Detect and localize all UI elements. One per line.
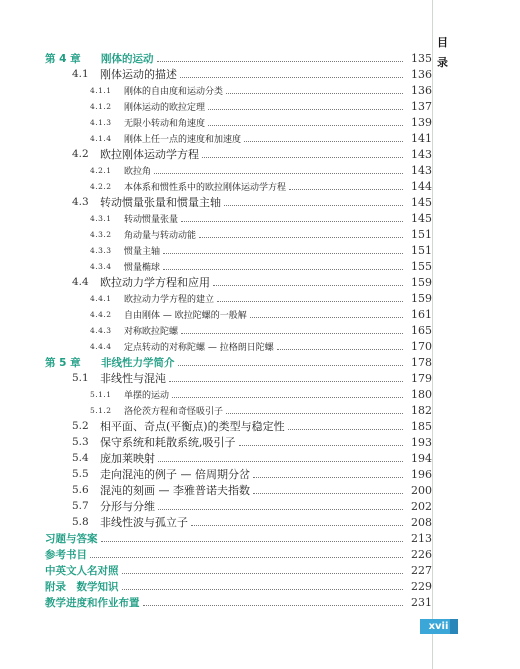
dot-leader (163, 252, 403, 254)
toc-entry-page: 179 (411, 371, 432, 385)
toc-entry-title: 惯量椭球 (124, 262, 161, 273)
dot-leader (253, 492, 403, 494)
toc-entry-section[interactable] (0, 194, 432, 210)
toc-entry-section[interactable] (0, 434, 432, 450)
dot-leader (239, 444, 404, 446)
toc-entry-sub[interactable] (0, 386, 432, 402)
toc-entry-page: 193 (411, 435, 432, 449)
toc-entry-page: 141 (411, 131, 432, 145)
toc-entry-number: 4.1.1 (90, 85, 112, 95)
toc-entry-number: 5.2 (72, 420, 89, 432)
toc-entry-page: 155 (411, 259, 432, 273)
toc-entry-title: 转动惯量张量和惯量主轴 (100, 196, 221, 209)
toc-entry-top[interactable] (0, 578, 432, 594)
toc-entry-title: 分形与分维 (100, 500, 155, 513)
dot-leader (101, 540, 404, 542)
side-tab-label-1: 目 (437, 36, 448, 49)
toc-entry-number: 4.3 (72, 196, 89, 208)
toc-entry-number: 4.2.2 (90, 181, 112, 191)
toc-entry-title: 洛伦茨方程和奇怪吸引子 (124, 406, 224, 417)
toc-entry-title: 习题与答案 (45, 532, 98, 545)
toc-entry-sub[interactable] (0, 178, 432, 194)
toc-entry-title: 角动量与转动动能 (124, 230, 197, 241)
toc-entry-number: 4.4.3 (90, 325, 112, 335)
toc-entry-number: 5.1.1 (90, 389, 112, 399)
toc-entry-chapter[interactable] (0, 354, 432, 370)
toc-entry-page: 226 (411, 547, 432, 561)
toc-entry-section[interactable] (0, 482, 432, 498)
dot-leader (208, 108, 403, 110)
toc-entry-number: 第 4 章 (45, 52, 81, 65)
toc-entry-title: 自由刚体 — 欧拉陀螺的一般解 (124, 310, 247, 321)
dot-leader (191, 524, 403, 526)
page-edge-stripe (450, 619, 458, 634)
toc-entry-sub[interactable] (0, 226, 432, 242)
dot-leader (181, 332, 403, 334)
toc-entry-number: 4.4 (72, 276, 89, 288)
toc-entry-title: 欧拉刚体运动学方程 (100, 148, 199, 161)
toc-entry-title: 欧拉动力学方程的建立 (124, 294, 215, 305)
toc-entry-title: 混沌的刻画 — 李雅普诺夫指数 (100, 484, 250, 497)
toc-entry-sub[interactable] (0, 82, 432, 98)
dot-leader (277, 348, 403, 350)
toc-entry-number: 4.4.1 (90, 293, 112, 303)
dot-leader (289, 188, 403, 190)
toc-entry-sub[interactable] (0, 402, 432, 418)
toc-entry-title: 定点转动的对称陀螺 — 拉格朗日陀螺 (124, 342, 274, 353)
dot-leader (154, 172, 403, 174)
toc-entry-page: 159 (411, 275, 432, 289)
toc-entry-number: 5.1 (72, 372, 89, 384)
dot-leader (158, 508, 403, 510)
toc-entry-number: 4.3.1 (90, 213, 112, 223)
toc-entry-title: 无限小转动和角速度 (124, 118, 206, 129)
toc-entry-sub[interactable] (0, 98, 432, 114)
toc-entry-sub[interactable] (0, 130, 432, 146)
toc-entry-top[interactable] (0, 546, 432, 562)
dot-leader (253, 476, 403, 478)
toc-entry-top[interactable] (0, 594, 432, 610)
toc-entry-sub[interactable] (0, 162, 432, 178)
dot-leader (181, 220, 403, 222)
dot-leader (250, 316, 403, 318)
dot-leader (199, 236, 403, 238)
dot-leader (90, 556, 403, 558)
toc-entry-number: 4.2 (72, 148, 89, 160)
toc-entry-page: 196 (411, 467, 432, 481)
toc-entry-section[interactable] (0, 466, 432, 482)
toc-entry-page: 213 (411, 531, 432, 545)
toc-entry-page: 161 (411, 307, 432, 321)
dot-leader (226, 92, 403, 94)
dot-leader (226, 412, 403, 414)
toc-entry-title: 刚体上任一点的速度和加速度 (124, 134, 242, 145)
dot-leader (208, 124, 403, 126)
toc-entry-number: 4.4.4 (90, 341, 112, 351)
toc-entry-number: 4.1.4 (90, 133, 112, 143)
toc-entry-page: 194 (411, 451, 432, 465)
toc-entry-sub[interactable] (0, 258, 432, 274)
toc-entry-page: 151 (411, 243, 432, 257)
toc-entry-title: 刚体运动的欧拉定理 (124, 102, 206, 113)
toc-entry-title: 中英文人名对照 (45, 564, 119, 577)
toc-entry-sub[interactable] (0, 242, 432, 258)
dot-leader (224, 204, 403, 206)
toc-entry-page: 144 (411, 179, 432, 193)
toc-entry-title: 非线性波与孤立子 (100, 516, 188, 529)
toc-entry-number: 5.5 (72, 468, 89, 480)
toc-entry-page: 178 (411, 355, 432, 369)
toc-entry-section[interactable] (0, 450, 432, 466)
toc-entry-title: 附录 数学知识 (45, 580, 119, 593)
toc-entry-title: 欧拉动力学方程和应用 (100, 276, 210, 289)
toc-entry-section[interactable] (0, 514, 432, 530)
toc-entry-sub[interactable] (0, 322, 432, 338)
dot-leader (158, 460, 403, 462)
toc-entry-sub[interactable] (0, 306, 432, 322)
toc-entry-title: 刚体运动的描述 (100, 68, 177, 81)
dot-leader (172, 396, 403, 398)
toc-entry-page: 136 (411, 83, 432, 97)
toc-entry-page: 231 (411, 595, 432, 609)
toc-entry-number: 5.1.2 (90, 405, 112, 415)
dot-leader (180, 76, 403, 78)
toc-entry-title: 庞加莱映射 (100, 452, 155, 465)
page-edge-line (432, 0, 433, 669)
toc-entry-section[interactable] (0, 66, 432, 82)
toc-entry-page: 135 (411, 51, 432, 65)
toc-entry-title: 对称欧拉陀螺 (124, 326, 179, 337)
toc-entry-page: 202 (411, 499, 432, 513)
toc-entry-number: 4.1.2 (90, 101, 112, 111)
toc-entry-title: 相平面、奇点(平衡点)的类型与稳定性 (100, 420, 285, 433)
toc-entry-number: 4.3.3 (90, 245, 112, 255)
toc-entry-title: 欧拉角 (124, 166, 152, 177)
toc-entry-title: 刚体的运动 (101, 52, 154, 65)
toc-entry-sub[interactable] (0, 114, 432, 130)
dot-leader (213, 284, 403, 286)
toc-entry-page: 145 (411, 211, 432, 225)
toc-entry-section[interactable] (0, 146, 432, 162)
dot-leader (288, 428, 403, 430)
dot-leader (163, 268, 403, 270)
toc-entry-page: 182 (411, 403, 432, 417)
toc-entry-number: 4.3.4 (90, 261, 112, 271)
toc-entry-title: 本体系和惯性系中的欧拉刚体运动学方程 (124, 182, 287, 193)
toc-entry-page: 136 (411, 67, 432, 81)
toc-entry-title: 走向混沌的例子 — 倍周期分岔 (100, 468, 250, 481)
toc-entry-section[interactable] (0, 418, 432, 434)
toc-entry-section[interactable] (0, 498, 432, 514)
side-tab-label-2: 录 (437, 56, 448, 69)
toc-entry-number: 4.1.3 (90, 117, 112, 127)
toc-entry-page: 229 (411, 579, 432, 593)
dot-leader (122, 572, 404, 574)
toc-entry-sub[interactable] (0, 210, 432, 226)
toc-entry-number: 5.4 (72, 452, 89, 464)
dot-leader (122, 588, 404, 590)
toc-entry-page: 139 (411, 115, 432, 129)
toc-entry-title: 参考书目 (45, 548, 87, 561)
toc-entry-top[interactable] (0, 562, 432, 578)
toc-entry-title: 保守系统和耗散系统,吸引子 (100, 436, 236, 449)
toc-entry-number: 5.8 (72, 516, 89, 528)
dot-leader (202, 156, 403, 158)
toc-entry-page: 151 (411, 227, 432, 241)
toc-entry-page: 159 (411, 291, 432, 305)
toc-entry-number: 4.3.2 (90, 229, 112, 239)
toc-entry-number: 5.3 (72, 436, 89, 448)
toc-entry-title: 刚体的自由度和运动分类 (124, 86, 224, 97)
dot-leader (244, 140, 403, 142)
toc-entry-title: 惯量主轴 (124, 246, 161, 257)
toc-entry-title: 非线性与混沌 (100, 372, 166, 385)
toc-entry-page: 185 (411, 419, 432, 433)
toc-entry-title: 非线性力学简介 (101, 356, 175, 369)
toc-entry-page: 180 (411, 387, 432, 401)
toc-entry-top[interactable] (0, 530, 432, 546)
dot-leader (169, 380, 403, 382)
toc-entry-page: 200 (411, 483, 432, 497)
toc-entry-number: 4.1 (72, 68, 89, 80)
page-number-tab: xvii (420, 619, 457, 634)
toc-entry-title: 转动惯量张量 (124, 214, 179, 225)
toc-entry-sub[interactable] (0, 338, 432, 354)
dot-leader (143, 604, 404, 606)
toc-entry-number: 4.4.2 (90, 309, 112, 319)
toc-entry-page: 165 (411, 323, 432, 337)
toc-entry-chapter[interactable] (0, 50, 432, 66)
toc-entry-number: 5.6 (72, 484, 89, 496)
toc-entry-sub[interactable] (0, 290, 432, 306)
toc-entry-page: 145 (411, 195, 432, 209)
toc-entry-number: 第 5 章 (45, 356, 81, 369)
toc-entry-number: 4.2.1 (90, 165, 112, 175)
toc-entry-title: 教学进度和作业布置 (45, 596, 140, 609)
dot-leader (217, 300, 403, 302)
toc-entry-page: 208 (411, 515, 432, 529)
toc-entry-page: 227 (411, 563, 432, 577)
toc-entry-section[interactable] (0, 370, 432, 386)
toc-entry-page: 137 (411, 99, 432, 113)
dot-leader (178, 364, 404, 366)
toc-entry-title: 单摆的运动 (124, 390, 170, 401)
toc-entry-page: 143 (411, 147, 432, 161)
toc-entry-page: 170 (411, 339, 432, 353)
toc-entry-number: 5.7 (72, 500, 89, 512)
toc-entry-section[interactable] (0, 274, 432, 290)
toc-entry-page: 143 (411, 163, 432, 177)
dot-leader (157, 60, 404, 62)
